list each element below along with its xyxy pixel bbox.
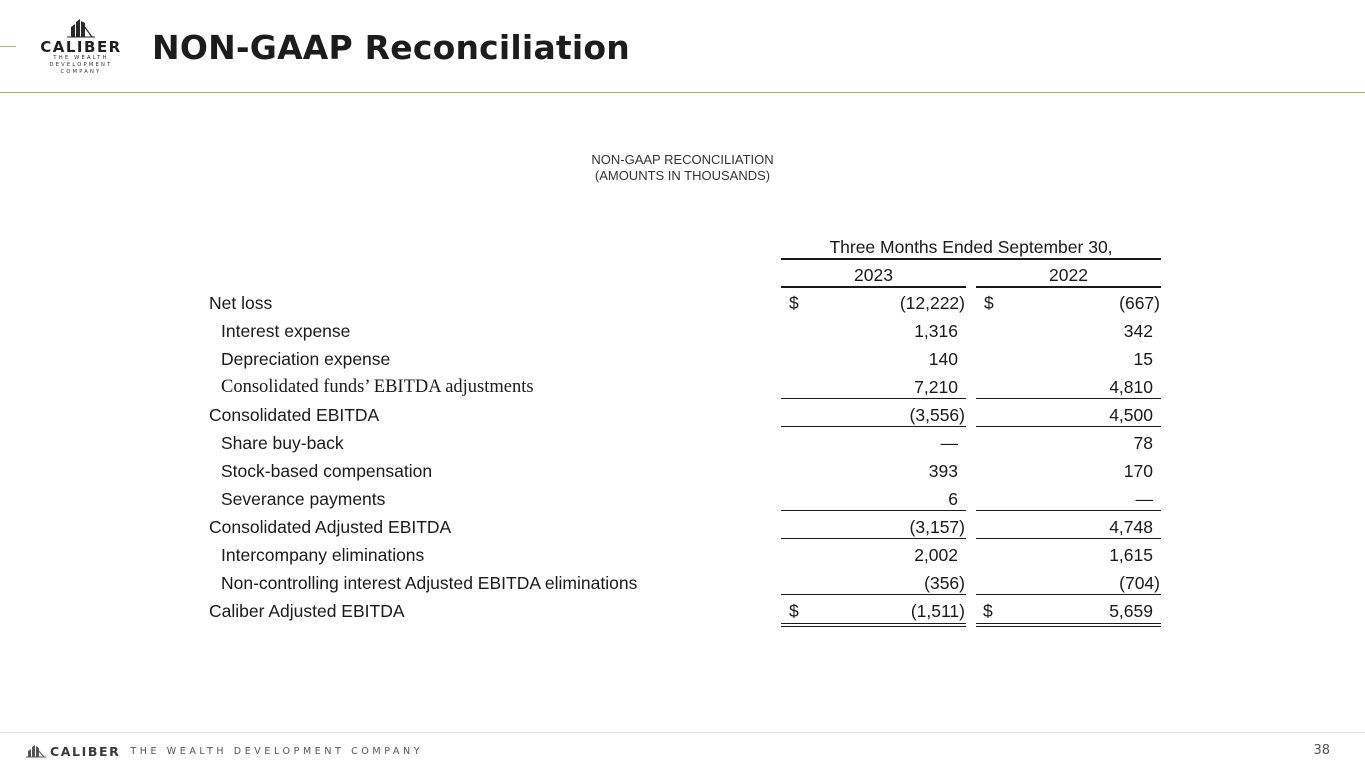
row-label: Caliber Adjusted EBITDA [209, 601, 405, 621]
subtotal-rule-2023 [781, 426, 966, 427]
value-2022: 170 [1123, 461, 1153, 481]
row-label: Non-controlling interest Adjusted EBITDA eliminations [221, 573, 638, 593]
currency-symbol: $ [984, 293, 994, 313]
value-2023: (3,556) [909, 405, 965, 425]
value-2022-dash: — [1135, 489, 1153, 509]
value-2022: 4,500 [1109, 405, 1153, 425]
value-2022: 4,810 [1109, 377, 1153, 397]
subtotal-rule-2023 [781, 398, 966, 399]
value-2023: (3,157) [909, 517, 965, 537]
currency-symbol: $ [789, 601, 799, 621]
value-2023: (12,222) [899, 293, 965, 313]
column-rule-2022 [976, 286, 1161, 288]
subtotal-rule-2023 [781, 594, 966, 595]
row-label: Net loss [209, 293, 273, 313]
subtotal-rule-2022 [976, 510, 1161, 511]
value-2023: (356) [924, 573, 965, 593]
caliber-logo [22, 18, 140, 74]
logo-tagline-2: COMPANY [60, 69, 102, 75]
subtotal-rule-2023 [781, 510, 966, 511]
period-header: Three Months Ended September 30, [829, 237, 1113, 257]
table-heading [0, 152, 1365, 184]
column-header-2022: 2022 [1049, 265, 1088, 285]
total-double-rule-2023 [781, 626, 966, 627]
value-2023: (1,511) [910, 601, 965, 621]
footer-divider [0, 732, 1365, 733]
row-label: Depreciation expense [221, 349, 391, 369]
value-2022: 1,615 [1109, 545, 1153, 565]
value-2022: 15 [1133, 349, 1153, 369]
value-2022: 5,659 [1109, 601, 1153, 621]
row-label: Severance payments [221, 489, 386, 509]
table-heading-units: (AMOUNTS IN THOUSANDS) [594, 168, 771, 183]
total-double-rule-2022 [976, 626, 1161, 627]
row-label: Stock-based compensation [221, 461, 433, 481]
value-2023: 2,002 [914, 545, 958, 565]
footer-tagline: THE WEALTH DEVELOPMENT COMPANY [130, 745, 424, 757]
logo-brand-text: CALIBER [40, 38, 122, 56]
row-label: Interest expense [221, 321, 351, 341]
value-2023-dash: — [940, 433, 958, 453]
value-2022: 342 [1123, 321, 1153, 341]
total-double-rule-2023 [781, 623, 966, 624]
subtotal-rule-2022 [976, 538, 1161, 539]
page-title: NON-GAAP Reconciliation [152, 28, 630, 67]
header-divider [0, 92, 1365, 93]
page-number: 38 [1313, 743, 1330, 758]
logo-tagline: THE WEALTH DEVELOPMENT [49, 55, 113, 68]
subtotal-rule-2022 [976, 398, 1161, 399]
total-double-rule-2022 [976, 623, 1161, 624]
header-accent-line [0, 46, 16, 47]
subtotal-rule-2022 [976, 594, 1161, 595]
row-label: Consolidated Adjusted EBITDA [209, 517, 452, 537]
currency-symbol: $ [983, 601, 993, 621]
row-label: Consolidated funds’ EBITDA adjustments [221, 377, 534, 397]
value-2023: 140 [928, 349, 958, 369]
row-label: Consolidated EBITDA [209, 405, 380, 425]
row-label: Intercompany eliminations [221, 545, 425, 565]
footer-brand [26, 742, 423, 760]
value-2023: 6 [948, 489, 958, 509]
column-header-2023: 2023 [854, 265, 893, 285]
footer-brand-text: CALIBER [50, 743, 121, 759]
value-2023: 7,210 [914, 377, 958, 397]
value-2022: (667) [1119, 293, 1160, 313]
value-2023: 1,316 [914, 321, 958, 341]
subtotal-rule-2022 [976, 426, 1161, 427]
period-header-rule [781, 258, 1161, 260]
table-heading-title: NON-GAAP RECONCILIATION [591, 152, 774, 167]
buildings-logo-icon [67, 18, 95, 38]
subtotal-rule-2023 [781, 538, 966, 539]
value-2022: 4,748 [1109, 517, 1153, 537]
buildings-logo-icon [26, 744, 46, 758]
row-label: Share buy-back [221, 433, 344, 453]
column-rule-2023 [781, 286, 966, 288]
currency-symbol: $ [789, 293, 799, 313]
value-2022: (704) [1119, 573, 1160, 593]
value-2022: 78 [1133, 433, 1153, 453]
value-2023: 393 [928, 461, 958, 481]
